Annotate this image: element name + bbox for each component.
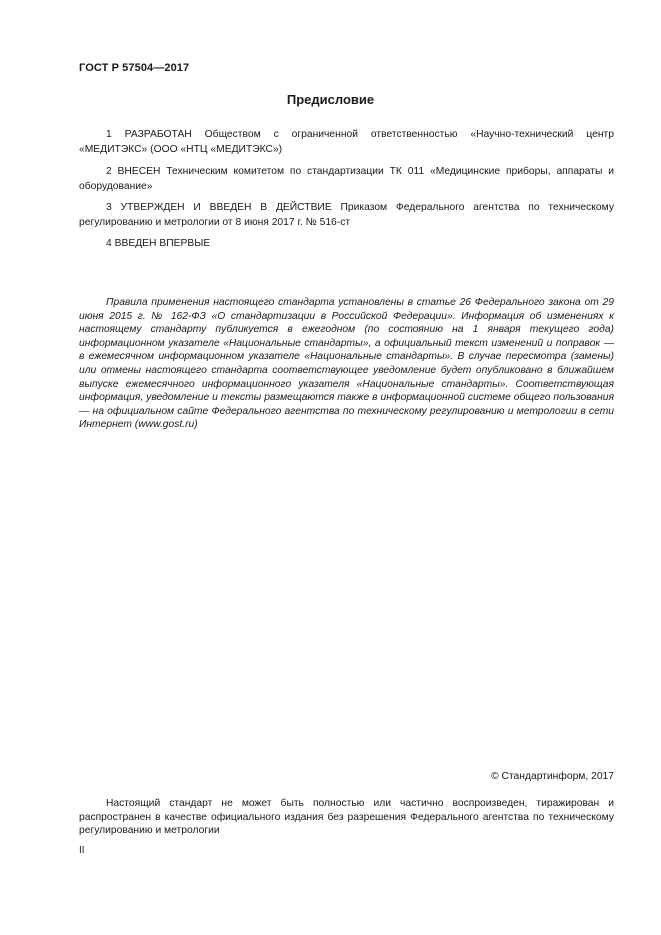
page-title: Предисловие [286,92,375,107]
foreword-item-developed: 1 РАЗРАБОТАН Обществом с ограниченной ответственностью «Научно-технический центр «МЕДИТЭКС» (ООО «НТЦ «МЕДИТЭКС») [79,129,614,155]
page-number: II [79,845,85,856]
foreword-item-introduced: 2 ВНЕСЕН Техническим комитетом по стандартизации ТК 011 «Медицинские приборы, аппараты и оборудование» [79,166,614,192]
application-rules-notice: Правила применения настоящего стандарта установлены в статье 26 Федерального закона от 29 июня 2015 г. № 162-ФЗ «О стандартизации в Российской Федерации». Информация об изменениях к настоящему стандарту публикуется в ежегодном (по состоянию на 1 января текущего года) информационном указателе «Национальные стандарты», а официальный текст изменений и поправок — в ежемесячном информационном указателе «Национальные стандарты». В случае пересмотра (замены) или отмены настоящего стандарта соответствующее уведомление будет опубликовано в ближайшем выпуске ежемесячного информационного указателя «Национальные стандарты». Соответствующая информация, уведомление и тексты размещаются также в информационной системе общего пользования — на официальном сайте Федерального агентства по техническому регулированию и метрологии в сети Интернет (www.gost.ru) [79,297,614,431]
document-code: ГОСТ Р 57504—2017 [79,62,190,74]
reproduction-rights-text: Настоящий стандарт не может быть полностью или частично воспроизведен, тиражирован и распространен в качестве официального издания без разрешения Федерального агентства по техническому регулированию и метрологии [79,798,614,837]
foreword-item-first-introduced: 4 ВВЕДЕН ВПЕРВЫЕ [106,238,211,249]
foreword-item-approved: 3 УТВЕРЖДЕН И ВВЕДЕН В ДЕЙСТВИЕ Приказом Федерального агентства по техническому регулированию и метрологии от 8 июня 2017 г. № 516-ст [79,202,614,228]
copyright-line: © Стандартинформ, 2017 [491,771,614,782]
